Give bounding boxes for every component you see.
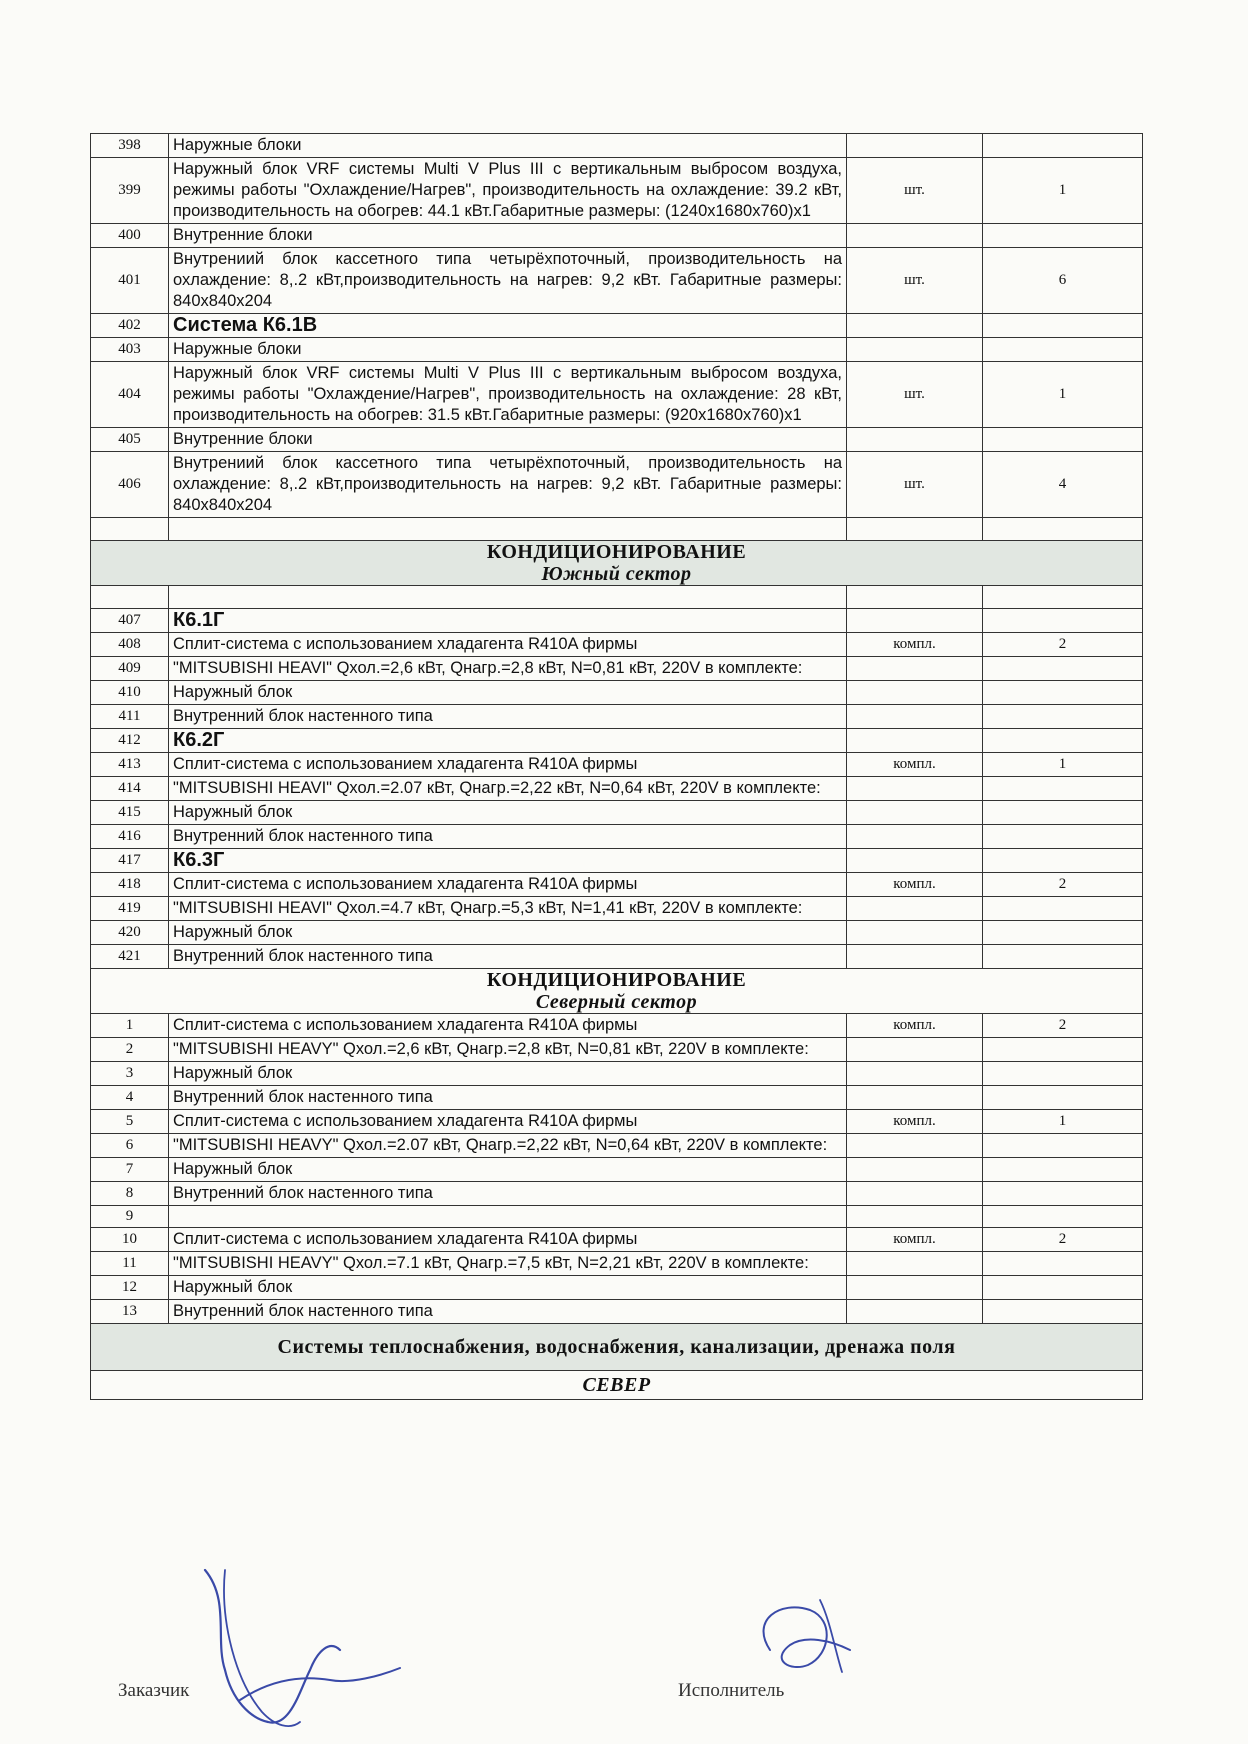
row-description: Сплит-система с использованием хладагента R410A фирмы xyxy=(169,753,847,777)
row-description: Наружный блок VRF системы Multi V Plus III с вертикальным выбросом воздуха, режимы работы "Охлаждение/Нагрев", производительность на охлаждение: 39.2 кВт, производительность на обогрев: 44.1 кВт.Габаритные размеры: (1240х1680х760)х1 xyxy=(169,158,847,224)
row-quantity: 2 xyxy=(983,873,1143,897)
row-number: 10 xyxy=(91,1228,169,1252)
row-description: "MITSUBISHI HEAVY" Qхол.=2.07 кВт, Qнагр.=2,22 кВт, N=0,64 кВт, 220V в комплекте: xyxy=(169,1134,847,1158)
row-number: 404 xyxy=(91,362,169,428)
row-description: Наружные блоки xyxy=(169,134,847,158)
row-description: Внутренний блок настенного типа xyxy=(169,825,847,849)
row-quantity: 1 xyxy=(983,753,1143,777)
row-description: Наружный блок xyxy=(169,1158,847,1182)
contractor-label: Исполнитель xyxy=(678,1680,785,1701)
row-number: 11 xyxy=(91,1252,169,1276)
row-number: 12 xyxy=(91,1276,169,1300)
row-description: Наружный блок xyxy=(169,681,847,705)
row-description: К6.3Г xyxy=(169,849,847,873)
row-number: 399 xyxy=(91,158,169,224)
row-number: 412 xyxy=(91,729,169,753)
row-quantity: 2 xyxy=(983,1014,1143,1038)
section-title: Системы теплоснабжения, водоснабжения, канализации, дренажа поля xyxy=(277,1336,956,1358)
row-quantity: 1 xyxy=(983,1110,1143,1134)
row-description: Система К6.1В xyxy=(169,314,847,338)
row-description: Наружный блок VRF системы Multi V Plus III с вертикальным выбросом воздуха, режимы работы "Охлаждение/Нагрев", производительность на охлаждение: 28 кВт, производительность на обогрев: 31.5 кВт.Габаритные размеры: (920х1680х760)х1 xyxy=(169,362,847,428)
row-description: Внутренний блок настенного типа xyxy=(169,705,847,729)
row-number: 400 xyxy=(91,224,169,248)
row-unit: шт. xyxy=(847,452,983,518)
row-description: Сплит-система с использованием хладагента R410A фирмы xyxy=(169,1110,847,1134)
row-number: 9 xyxy=(91,1206,169,1228)
row-description: Внутренний блок настенного типа xyxy=(169,945,847,969)
row-description: Сплит-система с использованием хладагента R410A фирмы xyxy=(169,1228,847,1252)
row-quantity: 4 xyxy=(983,452,1143,518)
section-subtitle: СЕВЕР xyxy=(582,1374,651,1396)
row-number: 409 xyxy=(91,657,169,681)
row-number: 4 xyxy=(91,1086,169,1110)
row-number: 3 xyxy=(91,1062,169,1086)
section-title: КОНДИЦИОНИРОВАНИЕ xyxy=(486,541,747,563)
row-number: 1 xyxy=(91,1014,169,1038)
row-description: Наружный блок xyxy=(169,801,847,825)
row-description: Сплит-система с использованием хладагента R410A фирмы xyxy=(169,1014,847,1038)
row-number: 7 xyxy=(91,1158,169,1182)
row-description: Внутренние блоки xyxy=(169,428,847,452)
row-description: Внутренний блок настенного типа xyxy=(169,1300,847,1324)
row-number: 418 xyxy=(91,873,169,897)
row-unit: шт. xyxy=(847,248,983,314)
row-quantity: 6 xyxy=(983,248,1143,314)
row-description: Внутрениий блок кассетного типа четырёхпоточный, производительность на охлаждение: 8,.2 кВт,производительность на нагрев: 9,2 кВт. Габаритные размеры: 840х840х204 xyxy=(169,452,847,518)
row-quantity: 2 xyxy=(983,1228,1143,1252)
row-unit: компл. xyxy=(847,1228,983,1252)
row-number: 5 xyxy=(91,1110,169,1134)
row-number: 417 xyxy=(91,849,169,873)
row-number: 408 xyxy=(91,633,169,657)
row-description: "MITSUBISHI HEAVI" Qхол.=2.07 кВт, Qнагр.=2,22 кВт, N=0,64 кВт, 220V в комплекте: xyxy=(169,777,847,801)
row-unit: компл. xyxy=(847,1110,983,1134)
row-number: 410 xyxy=(91,681,169,705)
row-number: 2 xyxy=(91,1038,169,1062)
row-number: 415 xyxy=(91,801,169,825)
row-description: "MITSUBISHI HEAVY" Qхол.=7.1 кВт, Qнагр.=7,5 кВт, N=2,21 кВт, 220V в комплекте: xyxy=(169,1252,847,1276)
row-number: 420 xyxy=(91,921,169,945)
row-description: Наружные блоки xyxy=(169,338,847,362)
row-description: Сплит-система с использованием хладагента R410A фирмы xyxy=(169,633,847,657)
row-description: Внутрениий блок кассетного типа четырёхпоточный, производительность на охлаждение: 8,.2 кВт,производительность на нагрев: 9,2 кВт. Габаритные размеры: 840х840х204 xyxy=(169,248,847,314)
row-description: К6.1Г xyxy=(169,609,847,633)
row-unit: компл. xyxy=(847,873,983,897)
customer-label: Заказчик xyxy=(118,1680,190,1701)
row-description: Наружный блок xyxy=(169,921,847,945)
row-description: "MITSUBISHI HEAVY" Qхол.=2,6 кВт, Qнагр.=2,8 кВт, N=0,81 кВт, 220V в комплекте: xyxy=(169,1038,847,1062)
row-number: 421 xyxy=(91,945,169,969)
row-number: 13 xyxy=(91,1300,169,1324)
row-description: Наружный блок xyxy=(169,1276,847,1300)
row-quantity: 1 xyxy=(983,362,1143,428)
row-description: Внутренний блок настенного типа xyxy=(169,1182,847,1206)
row-unit: шт. xyxy=(847,158,983,224)
row-number: 411 xyxy=(91,705,169,729)
row-description: "MITSUBISHI HEAVI" Qхол.=4.7 кВт, Qнагр.=5,3 кВт, N=1,41 кВт, 220V в комплекте: xyxy=(169,897,847,921)
section-subtitle: Северный сектор xyxy=(535,991,698,1013)
row-description: К6.2Г xyxy=(169,729,847,753)
row-unit: компл. xyxy=(847,633,983,657)
row-number: 401 xyxy=(91,248,169,314)
row-unit: шт. xyxy=(847,362,983,428)
row-number: 416 xyxy=(91,825,169,849)
row-number: 403 xyxy=(91,338,169,362)
row-description: Сплит-система с использованием хладагента R410A фирмы xyxy=(169,873,847,897)
section-subtitle: Южный сектор xyxy=(541,563,692,585)
row-number: 8 xyxy=(91,1182,169,1206)
row-number: 407 xyxy=(91,609,169,633)
row-unit: компл. xyxy=(847,753,983,777)
section-title: КОНДИЦИОНИРОВАНИЕ xyxy=(486,969,747,991)
row-number: 414 xyxy=(91,777,169,801)
row-number: 398 xyxy=(91,134,169,158)
row-quantity: 1 xyxy=(983,158,1143,224)
row-description: Внутренний блок настенного типа xyxy=(169,1086,847,1110)
row-description: "MITSUBISHI HEAVI" Qхол.=2,6 кВт, Qнагр.=2,8 кВт, N=0,81 кВт, 220V в комплекте: xyxy=(169,657,847,681)
row-unit: компл. xyxy=(847,1014,983,1038)
row-quantity: 2 xyxy=(983,633,1143,657)
row-description: Внутренние блоки xyxy=(169,224,847,248)
row-number: 6 xyxy=(91,1134,169,1158)
row-number: 402 xyxy=(91,314,169,338)
row-number: 405 xyxy=(91,428,169,452)
row-number: 419 xyxy=(91,897,169,921)
row-number: 413 xyxy=(91,753,169,777)
row-number: 406 xyxy=(91,452,169,518)
row-description: Наружный блок xyxy=(169,1062,847,1086)
